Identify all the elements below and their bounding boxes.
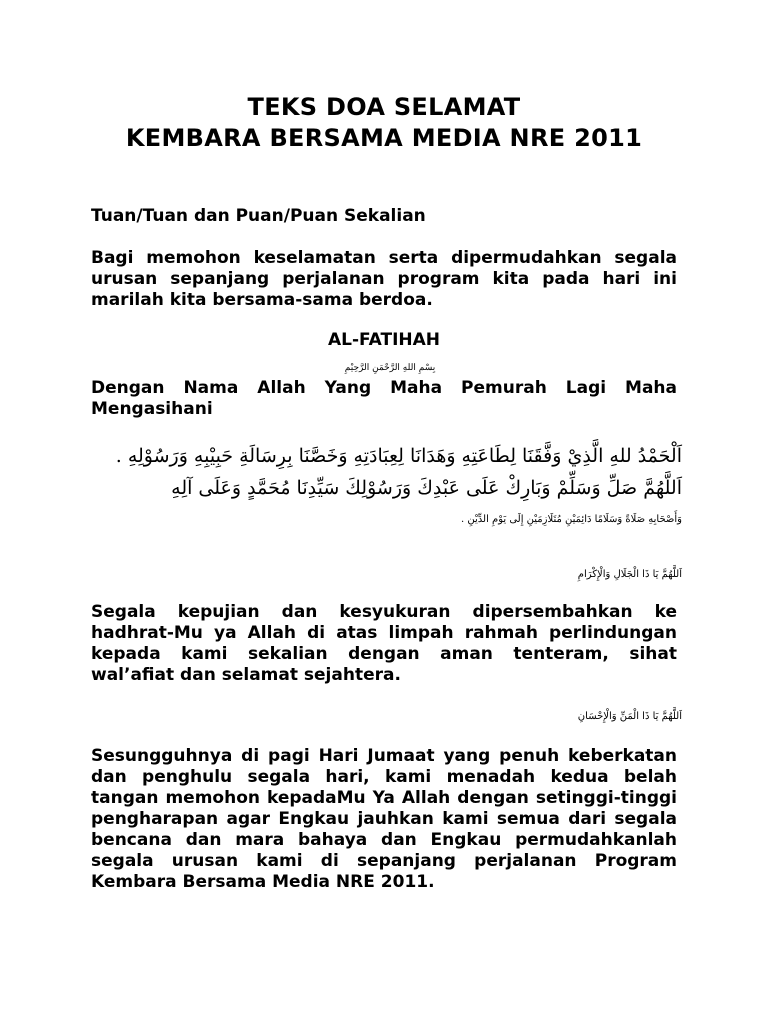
document-title-line-1: TEKS DOA SELAMAT [247, 93, 521, 121]
document-title-line-2: KEMBARA BERSAMA MEDIA NRE 2011 [125, 124, 643, 152]
section-heading: AL-FATIHAH [327, 330, 441, 350]
arabic-line-3: وَأَصْحَابِهِ صَلَاةً وَسَلَامًا دَائِمَيْنِ مُتَلَازِمَيْنِ إِلَى يَوْمِ الدِّيْنِ . [461, 514, 682, 525]
arabic-line-5: اَللَّهُمَّ يَا ذَا الْمَنِّ وَالْإِحْسَانِ [577, 711, 682, 722]
basmalah-meaning: Dengan Nama Allah Yang Maha Pemurah Lagi Maha Mengasihani [91, 378, 677, 419]
greeting: Tuan/Tuan dan Puan/Puan Sekalian [91, 206, 426, 226]
arabic-line-1: اَلْحَمْدُ للهِ الَّذِيْ وَفَّقَنَا لِطَاعَتِهِ وَهَدَانَا لِعِبَادَتِهِ وَخَصَّنَا بِرِسَالَةِ حَبِيْبِهِ وَرَسُوْلِهِ . [115, 445, 682, 467]
arabic-line-2: اَللَّهُمَّ صَلِّ وَسَلِّمْ وَبَارِكْ عَلَى عَبْدِكَ وَرَسُوْلِكَ سَيِّدِنَا مُحَمَّدٍ وَعَلَى آلِهِ [171, 477, 682, 499]
arabic-line-4: اَللَّهُمَّ يَا ذَا الْجَلَالِ وَالْإِكْرَامِ [577, 569, 682, 580]
intro-paragraph: Bagi memohon keselamatan serta dipermudahkan segala urusan sepanjang perjalanan program kita pada hari ini marilah kita bersama-sama berdoa. [91, 248, 677, 310]
praise-paragraph: Segala kepujian dan kesyukuran dipersembahkan ke hadhrat-Mu ya Allah di atas limpah rahmah perlindungan kepada kami sekalian dengan aman tenteram, sihat wal’afiat dan selamat sejahtera. [91, 602, 677, 685]
supplication-paragraph: Sesungguhnya di pagi Hari Jumaat yang penuh keberkatan dan penghulu segala hari, kami menadah kedua belah tangan memohon kepadaMu Ya Allah dengan setinggi-tinggi pengharapan agar Engkau jauhkan kami semua dari segala bencana dan mara bahaya dan Engkau permudahkanlah segala urusan kami di sepanjang perjalanan Program Kembara Bersama Media NRE 2011. [91, 746, 677, 892]
basmalah-arabic: بِسْمِ اللهِ الرَّحْمَنِ الرَّحِيْمِ [344, 363, 436, 373]
